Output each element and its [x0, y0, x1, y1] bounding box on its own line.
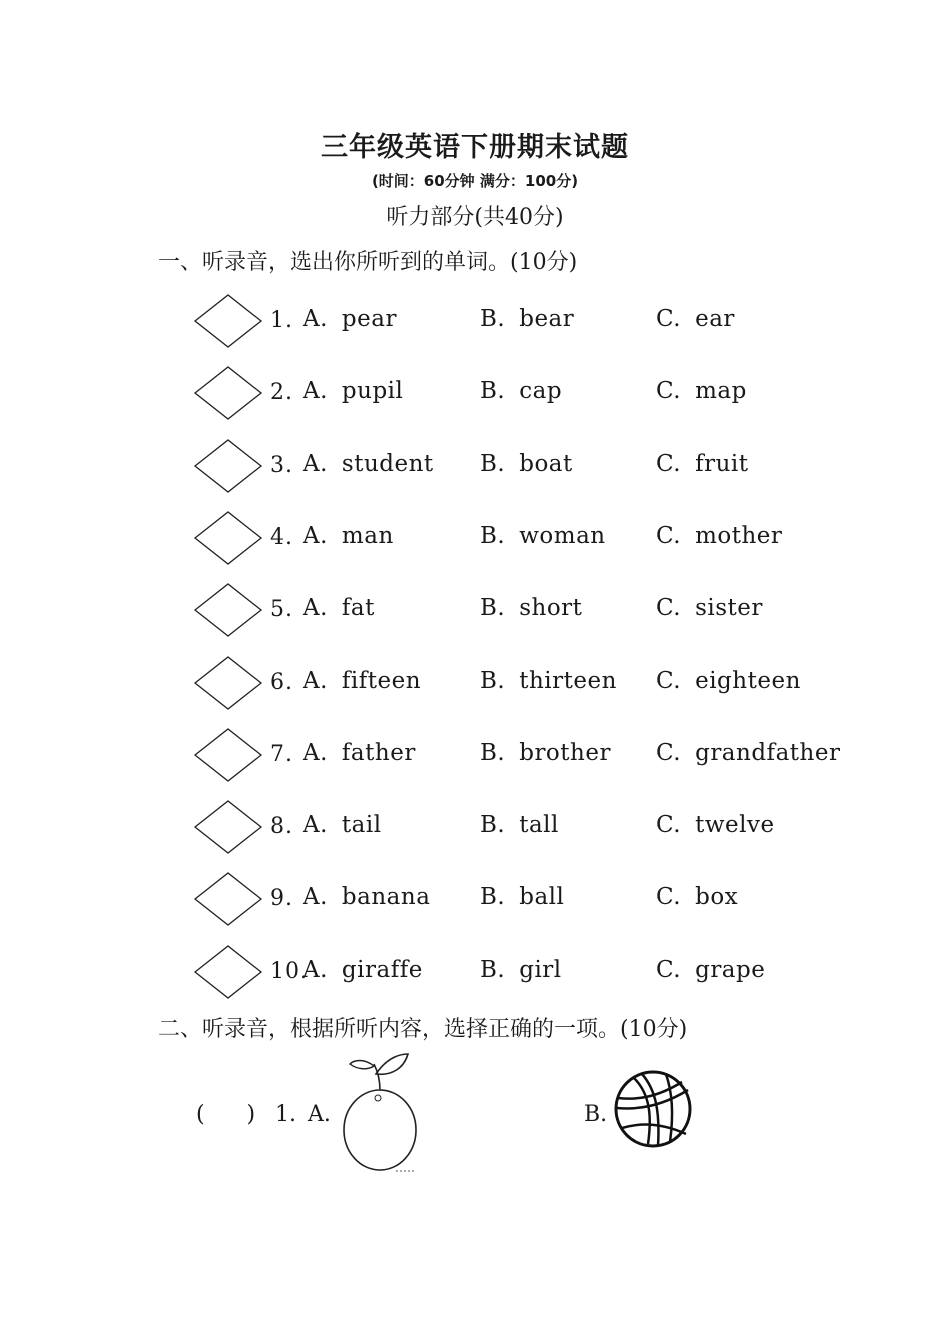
option-c-label: C.: [656, 450, 682, 477]
option-b[interactable]: [480, 957, 562, 983]
option-c-word: eighteen: [695, 667, 801, 694]
question-number: 6.: [270, 669, 293, 695]
question-row: [0, 796, 950, 856]
option-b-word: short: [519, 595, 583, 622]
option-a[interactable]: [303, 884, 430, 910]
option-b[interactable]: [480, 812, 559, 838]
option-a-label: A.: [303, 739, 328, 766]
option-b[interactable]: [480, 740, 611, 766]
answer-diamond[interactable]: [193, 293, 263, 349]
option-b[interactable]: [480, 306, 574, 332]
question-number: 1.: [275, 1102, 296, 1127]
option-a-label: A.: [303, 378, 328, 405]
orange-icon[interactable]: [336, 1050, 428, 1176]
option-c[interactable]: [656, 740, 840, 766]
option-b-label: B.: [480, 378, 506, 405]
option-b[interactable]: [480, 595, 582, 621]
option-a-label: A.: [303, 522, 328, 549]
option-c-word: fruit: [695, 450, 749, 477]
answer-diamond[interactable]: [193, 438, 263, 494]
question-row: [0, 652, 950, 712]
option-b-word: woman: [519, 522, 606, 549]
option-c-word: box: [695, 884, 739, 911]
section1-heading: 一、听录音，选出你所听到的单词。(10分): [158, 250, 578, 275]
option-b-word: ball: [519, 884, 565, 911]
option-b-label: B.: [480, 956, 506, 983]
option-b-label: B.: [480, 450, 506, 477]
option-a-label: A.: [303, 306, 328, 332]
option-a-word: pear: [341, 306, 397, 332]
option-c-word: sister: [695, 595, 763, 622]
option-b-label: B.: [584, 1102, 608, 1127]
option-c-label: C.: [656, 378, 682, 405]
option-a-word: man: [341, 522, 394, 549]
option-c[interactable]: [656, 306, 735, 332]
option-a-label: A.: [308, 1102, 331, 1127]
question-number: 8.: [270, 814, 293, 840]
option-c[interactable]: [656, 957, 765, 983]
question-row: [0, 941, 950, 1001]
option-a[interactable]: [303, 812, 382, 838]
answer-diamond[interactable]: [193, 655, 263, 711]
question-number: 4.: [270, 524, 293, 550]
question-row: [0, 290, 950, 350]
answer-blank[interactable]: ( ): [196, 1102, 256, 1127]
option-a[interactable]: [303, 523, 394, 549]
answer-diamond[interactable]: [193, 365, 263, 421]
question-number: 2.: [270, 380, 293, 406]
answer-diamond[interactable]: [193, 871, 263, 927]
option-c-label: C.: [656, 522, 682, 549]
option-b-word: girl: [519, 956, 562, 983]
question-number: 3.: [270, 452, 293, 478]
question-row: [0, 724, 950, 784]
option-b[interactable]: [480, 451, 573, 477]
option-c[interactable]: [656, 884, 738, 910]
option-b[interactable]: [480, 884, 564, 910]
option-c[interactable]: [656, 595, 763, 621]
exam-info: (时间：60分钟 满分：100分): [371, 172, 579, 190]
option-b-word: tall: [519, 812, 559, 839]
option-a[interactable]: [303, 957, 423, 983]
option-a-word: banana: [341, 884, 431, 911]
option-b[interactable]: [480, 668, 617, 694]
answer-diamond[interactable]: [193, 799, 263, 855]
option-c-label: C.: [656, 306, 682, 332]
option-a-word: father: [341, 739, 416, 766]
question-row: [0, 868, 950, 928]
option-a[interactable]: [303, 740, 416, 766]
option-a-word: giraffe: [341, 956, 423, 983]
option-c-label: C.: [656, 956, 682, 983]
option-a-label: A.: [303, 595, 328, 622]
question-row: [0, 362, 950, 422]
option-c-word: grape: [695, 956, 766, 983]
option-a-label: A.: [303, 667, 328, 694]
answer-diamond[interactable]: [193, 510, 263, 566]
option-b-label: B.: [480, 306, 506, 332]
option-b-label: B.: [480, 667, 506, 694]
option-c-label: C.: [656, 739, 682, 766]
question-number: 10.: [270, 958, 308, 984]
option-b-word: cap: [519, 378, 563, 405]
option-a[interactable]: [303, 306, 397, 332]
question-row: [0, 435, 950, 495]
option-b[interactable]: [480, 378, 562, 404]
option-a-word: fifteen: [341, 667, 422, 694]
option-a[interactable]: [303, 595, 375, 621]
option-b-word: brother: [519, 739, 611, 766]
option-c-label: C.: [656, 812, 682, 839]
option-b-label: B.: [480, 595, 506, 622]
volleyball-icon[interactable]: [612, 1068, 694, 1150]
picture-question: [0, 1050, 950, 1180]
answer-diamond[interactable]: [193, 727, 263, 783]
option-c-word: ear: [695, 306, 735, 332]
option-a-label: A.: [303, 450, 328, 477]
option-a-label: A.: [303, 812, 328, 839]
option-b[interactable]: [480, 523, 606, 549]
option-b-label: B.: [480, 884, 506, 911]
option-b-word: thirteen: [519, 667, 617, 694]
option-b-word: bear: [519, 306, 575, 332]
option-c-label: C.: [656, 595, 682, 622]
option-a-label: A.: [303, 956, 328, 983]
option-c[interactable]: [656, 812, 775, 838]
option-a-word: student: [341, 450, 434, 477]
option-c[interactable]: [656, 668, 801, 694]
option-a-label: A.: [303, 884, 328, 911]
option-a-word: tail: [341, 812, 382, 839]
question-number: 1.: [270, 308, 293, 333]
option-c-word: twelve: [695, 812, 775, 839]
option-a[interactable]: [303, 451, 434, 477]
option-a-word: fat: [341, 595, 375, 622]
answer-diamond[interactable]: [193, 582, 263, 638]
section2-heading: 二、听录音，根据所听内容，选择正确的一项。(10分): [158, 1017, 688, 1042]
answer-diamond[interactable]: [193, 944, 263, 1000]
question-number: 9.: [270, 886, 293, 912]
option-c-word: map: [695, 378, 747, 405]
option-c[interactable]: [656, 378, 747, 404]
option-c[interactable]: [656, 523, 782, 549]
page-title: 三年级英语下册期末试题: [321, 132, 629, 163]
option-b-label: B.: [480, 812, 506, 839]
part-heading: 听力部分(共40分): [386, 205, 564, 230]
option-c-word: grandfather: [695, 739, 841, 766]
question-number: 7.: [270, 741, 293, 767]
option-b-label: B.: [480, 522, 506, 549]
option-c-label: C.: [656, 884, 682, 911]
question-row: [0, 579, 950, 639]
option-a[interactable]: [303, 378, 403, 404]
option-c[interactable]: [656, 451, 749, 477]
option-c-word: mother: [695, 522, 783, 549]
option-b-label: B.: [480, 739, 506, 766]
option-b-word: boat: [519, 450, 573, 477]
option-a[interactable]: [303, 668, 421, 694]
question-number: 5.: [270, 597, 293, 623]
question-row: [0, 507, 950, 567]
option-c-label: C.: [656, 667, 682, 694]
option-a-word: pupil: [341, 378, 404, 405]
